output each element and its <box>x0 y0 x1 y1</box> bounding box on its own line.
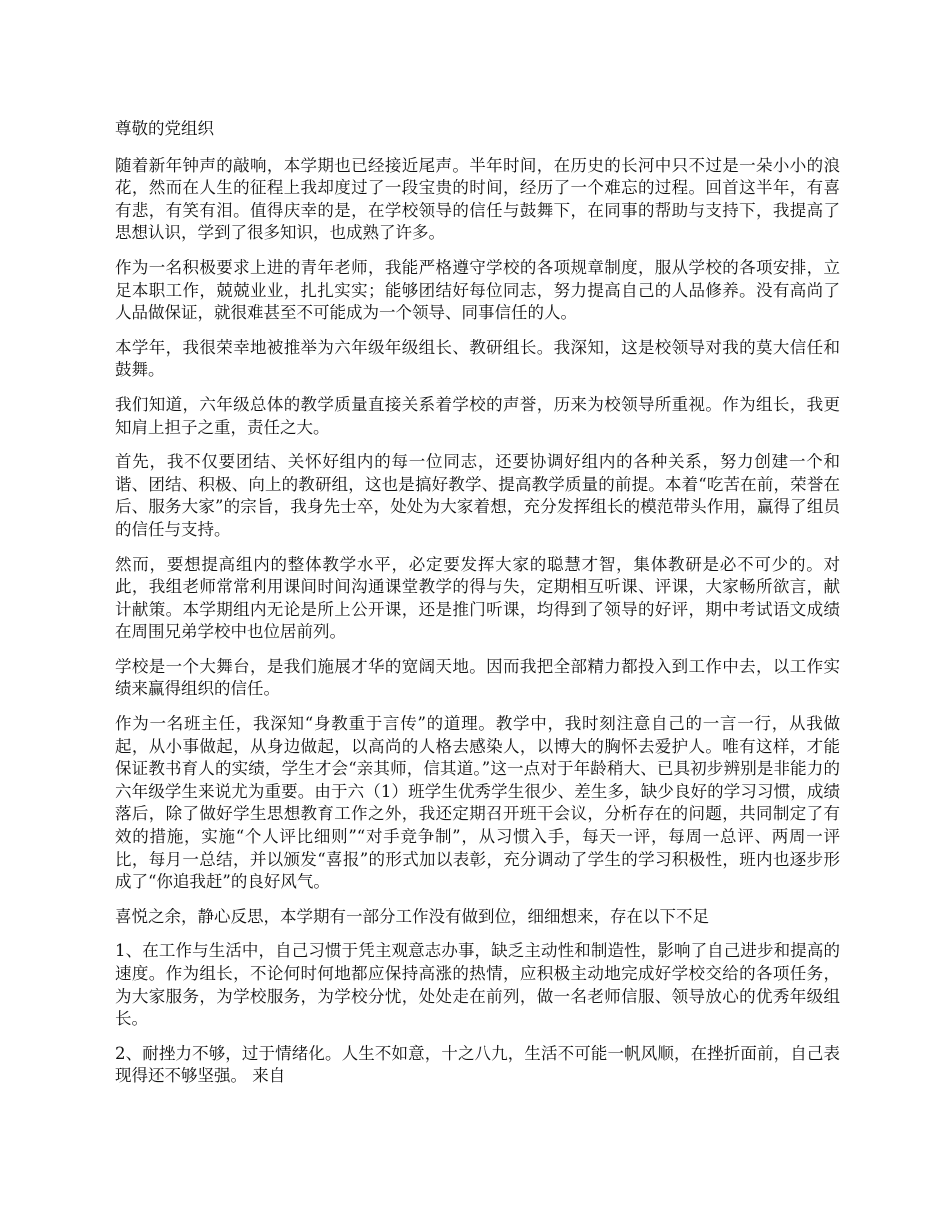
paragraph: 首先，我不仅要团结、关怀好组内的每一位同志，还要协调好组内的各种关系，努力创建一个和谐、团结、积极、向上的教研组，这也是搞好教学、提高教学质量的前提。本着“吃苦在前，荣誉在后、服务大家”的宗旨，我身先士卒，处处为大家着想，充分发挥组长的模范带头作用，赢得了组员的信任与支持。 <box>115 452 840 539</box>
document-heading: 尊敬的党组织 <box>115 119 214 138</box>
paragraph: 然而，要想提高组内的整体教学水平，必定要发挥大家的聪慧才智，集体教研是必不可少的。对此，我组老师常常利用课间时间沟通课堂教学的得与失，定期相互听课、评课，大家畅所欲言，献计献策。本学期组内无论是所上公开课，还是推门听课，均得到了领导的好评，期中考试语文成绩在周围兄弟学校中也位居前列。 <box>115 554 840 642</box>
paragraph: 喜悦之余，静心反思，本学期有一部分工作没有做到位，细细想来，存在以下不足 <box>115 906 709 926</box>
paragraph: 2、耐挫力不够，过于情绪化。人生不如意，十之八九，生活不可能一帆风顺，在挫折面前，自己表现得还不够坚强。 来自 <box>115 1043 840 1086</box>
paragraph: 随着新年钟声的敲响，本学期也已经接近尾声。半年时间，在历史的长河中只不过是一朵小小的浪花，然而在人生的征程上我却度过了一段宝贵的时间，经历了一个难忘的过程。回首这半年，有喜有悲，有笑有泪。值得庆幸的是，在学校领导的信任与鼓舞下，在同事的帮助与支持下，我提高了思想认识，学到了很多知识，也成熟了许多。 <box>115 155 840 243</box>
paragraph: 作为一名积极要求上进的青年老师，我能严格遵守学校的各项规章制度，服从学校的各项安排，立足本职工作，兢兢业业，扎扎实实；能够团结好每位同志，努力提高自己的人品修养。没有高尚了人品做保证，就很难甚至不可能成为一个领导、同事信任的人。 <box>115 257 840 323</box>
paragraph: 本学年，我很荣幸地被推举为六年级年级组长、教研组长。我深知，这是校领导对我的莫大信任和鼓舞。 <box>115 337 840 380</box>
paragraph: 学校是一个大舞台，是我们施展才华的宽阔天地。因而我把全部精力都投入到工作中去，以工作实绩来赢得组织的信任。 <box>115 656 840 699</box>
document-body <box>115 118 840 1100</box>
paragraph: 我们知道，六年级总体的教学质量直接关系着学校的声誉，历来为校领导所重视。作为组长，我更知肩上担子之重，责任之大。 <box>115 394 840 437</box>
paragraph: 1、在工作与生活中，自己习惯于凭主观意志办事，缺乏主动性和制造性，影响了自己进步和提高的速度。作为组长，不论何时何地都应保持高涨的热情，应积极主动地完成好学校交给的各项任务，为大家服务，为学校服务，为学校分忧，处处走在前列，做一名老师信服、领导放心的优秀年级组长。 <box>115 941 840 1029</box>
paragraph: 作为一名班主任，我深知“身教重于言传”的道理。教学中，我时刻注意自己的一言一行，从我做起，从小事做起，从身边做起，以高尚的人格去感染人，以博大的胸怀去爱护人。唯有这样，才能保证教书育人的实绩，学生才会“亲其师，信其道。”这一点对于年龄稍大、已具初步辨别是非能力的六年级学生来说尤为重要。由于六（1）班学生优秀学生很少、差生多，缺少良好的学习习惯，成绩落后，除了做好学生思想教育工作之外，我还定期召开班干会议，分析存在的问题，共同制定了有效的措施，实施“个人评比细则”“对手竞争制”，从习惯入手，每天一评，每周一总评、两周一评比，每月一总结，并以颁发“喜报”的形式加以表彰，充分调动了学生的学习积极性，班内也逐步形成了“你追我赶”的良好风气。 <box>115 714 840 892</box>
